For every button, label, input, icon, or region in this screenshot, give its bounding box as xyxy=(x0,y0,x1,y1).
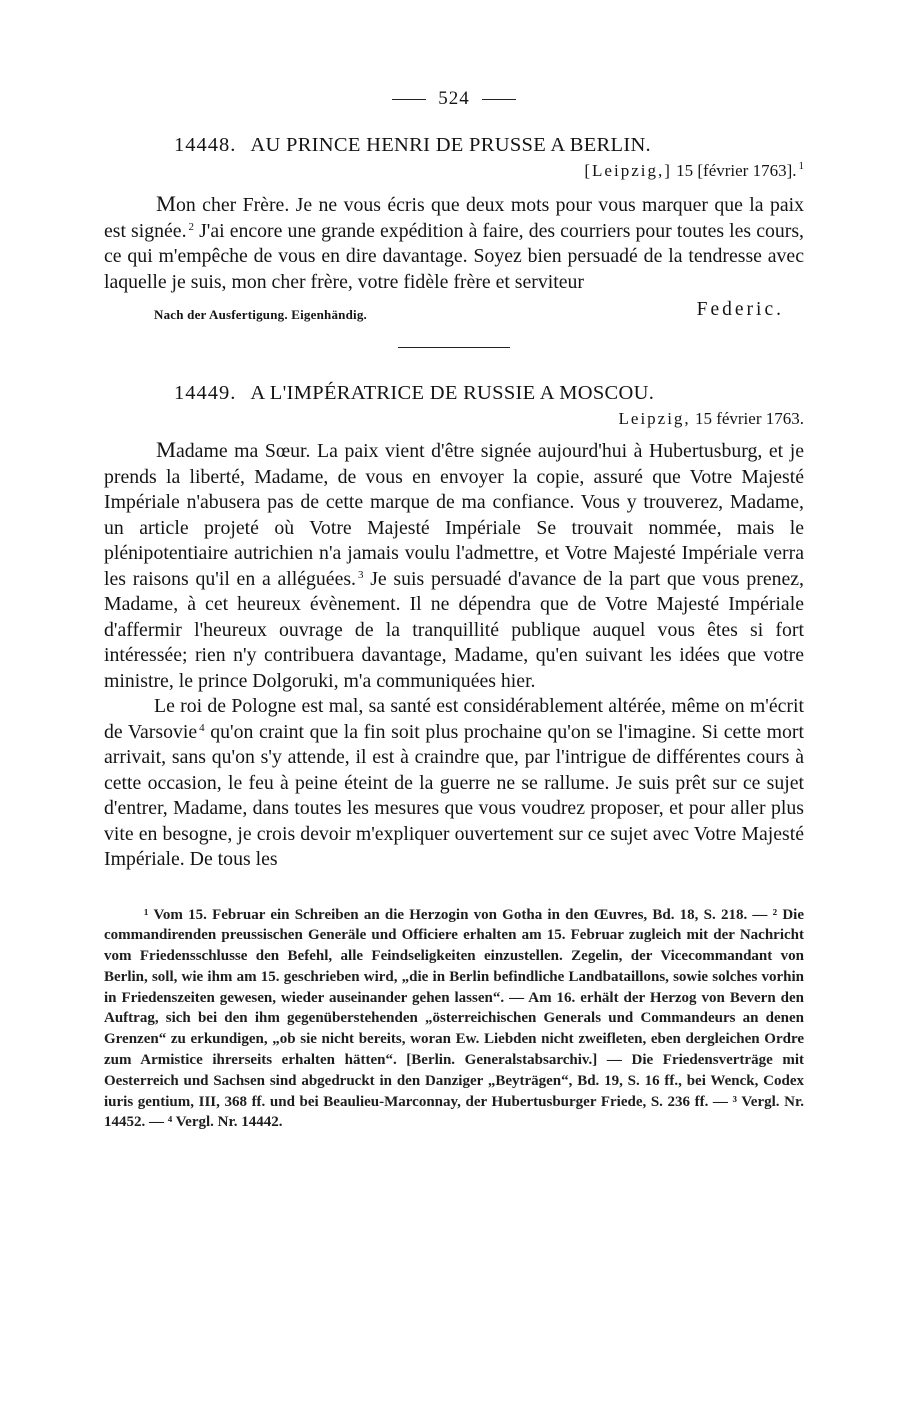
letter1-text-a: on cher Frère. Je ne vous écris que deux mots pour vous marquer que la paix est signée. xyxy=(104,194,804,242)
footnotes xyxy=(104,905,804,1134)
footnotes-text: ¹ Vom 15. Februar ein Schreiben an die Herzogin von Gotha in den Œuvres, Bd. 18, S. 218. — ² Die commandirenden preussischen Generäle und Officiere erhalten am 15. Februar zugleich mit der Nachricht vom Friedensschlusse den Befehl, alle Feindseligkeiten einzustellen. Zegelin, der Vicecommandant von Berlin, soll, wie ihm am 15. geschrieben wird, „die in Berlin befindliche Landbataillons, sowie solches vorhin in Friedenszeiten gewesen, wieder auseinander gehen lassen“. — Am 16. erhält der Herzog von Bevern den Auftrag, sich bei den ihm gegenüberstehenden „österreichischen Generals und Commandeurs an denen Grenzen“ zu erkundigen, „ob sie nicht bereits, woran Ew. Liebden nicht zweifleten, eben dergleichen Ordre zum Armistice ihrerseits erhalten hätten“. [Berlin. Generalstabsarchiv.] — Die Friedensverträge mit Oesterreich und Sachsen sind abgedruckt in den Danziger „Beyträgen“, Bd. 19, S. 16 ff., bei Wenck, Codex iuris gentium, III, 368 ff. und bei Beaulieu-Marconnay, der Hubertusburger Friede, S. 236 ff. — ³ Vergl. Nr. 14452. — ⁴ Vergl. Nr. 14442. xyxy=(104,906,804,1131)
letter2-dateline-date: 15 février 1763. xyxy=(694,409,804,428)
letter2-body xyxy=(104,437,804,873)
letter1-closing xyxy=(104,299,804,325)
letter2-para1-text-b: Je suis persuadé d'avance de la part que vous prenez, Madame, à cet heureux évènement. Il ne dépendra que de Votre Majesté Impériale d'affermir l'heureux ouvrage de la tranquillité publique auquel vous êtes si fort intéressée; rien n'y contribuera davantage, Madame, qu'en suivant les idées que votre ministre, le prince Dolgoruki, m'a communiquées hier. xyxy=(104,567,804,692)
letter1-initial: M xyxy=(156,191,177,216)
page-number-line xyxy=(104,88,804,110)
letter2-number: 14449. xyxy=(174,382,237,404)
letter2-para2-text-b: qu'on craint que la fin soit plus prochaine qu'on se l'imagine. Si cette mort arrivait, sans qu'on s'y attende, il est à craindre que, par l'intrigue de différentes cours à cette occasion, le feu à peine éteint de la guerre ne se rallume. Je suis prêt sur ce sujet d'entrer, Madame, dans toutes les mesures que vous voudrez proposer, et pour aller plus vite en besogne, je crois devoir m'expliquer ouvertement sur ce sujet avec Votre Majesté Impériale. De tous les xyxy=(104,720,804,870)
section-divider xyxy=(398,347,510,348)
letter1-paragraph xyxy=(104,191,804,295)
footnote-ref-1: 1 xyxy=(798,160,804,172)
letter1-heading xyxy=(174,134,804,157)
document-page xyxy=(104,88,804,1133)
letter1-signature: Federic. xyxy=(696,299,784,320)
letter2-dateline xyxy=(104,409,804,429)
letter2-heading xyxy=(174,382,804,405)
page-number-dash-left xyxy=(392,99,426,100)
letter1-dateline-place: [Leipzig,] xyxy=(584,161,672,180)
page-number-dash-right xyxy=(482,99,516,100)
footnote-ref-3: 3 xyxy=(358,568,364,581)
letter1-source-note: Nach der Ausfertigung. Eigenhändig. xyxy=(154,307,367,322)
letter2-para1-text-a: adame ma Sœur. La paix vient d'être signée aujourd'hui à Hubertusburg, et je prends la liberté, Madame, de vous en envoyer la copie, assuré que Votre Majesté Impériale n'abusera pas de cette marque de ma confiance. Vous y trouverez, Madame, un article projeté où Votre Majesté Impériale Se trouvait nommée, mais le plénipotentiaire autrichien n'a jamais voulu l'admettre, et Votre Majesté Impériale verra les raisons qu'il en a alléguées. xyxy=(104,440,804,590)
letter1-title: AU PRINCE HENRI DE PRUSSE A BERLIN. xyxy=(250,134,651,156)
footnote-ref-4: 4 xyxy=(199,721,205,734)
letter2-para2-text-a: Le roi de Pologne est mal, sa santé est considérablement altérée, même on m'écrit de Varsovie xyxy=(104,695,804,743)
letter2-initial: M xyxy=(156,437,177,462)
letter2-paragraph-1 xyxy=(104,437,804,694)
letter1-dateline xyxy=(104,161,804,181)
letter1-number: 14448. xyxy=(174,134,237,156)
letter2-paragraph-2 xyxy=(104,694,804,873)
letter1-text-b: J'ai encore une grande expédition à faire, des courriers pour toutes les cours, ce qui m'empêche de vous en dire davantage. Soyez bien persuadé de la tendresse avec laquelle je suis, mon cher frère, votre fidèle frère et serviteur xyxy=(104,219,804,293)
letter1-dateline-date: 15 [février 1763]. xyxy=(676,161,797,180)
letter2-dateline-place: Leipzig, xyxy=(618,409,691,428)
page-number: 524 xyxy=(438,88,470,109)
letter1-body xyxy=(104,191,804,295)
letter2-title: A L'IMPÉRATRICE DE RUSSIE A MOSCOU. xyxy=(250,382,655,404)
footnote-ref-2: 2 xyxy=(188,220,195,233)
